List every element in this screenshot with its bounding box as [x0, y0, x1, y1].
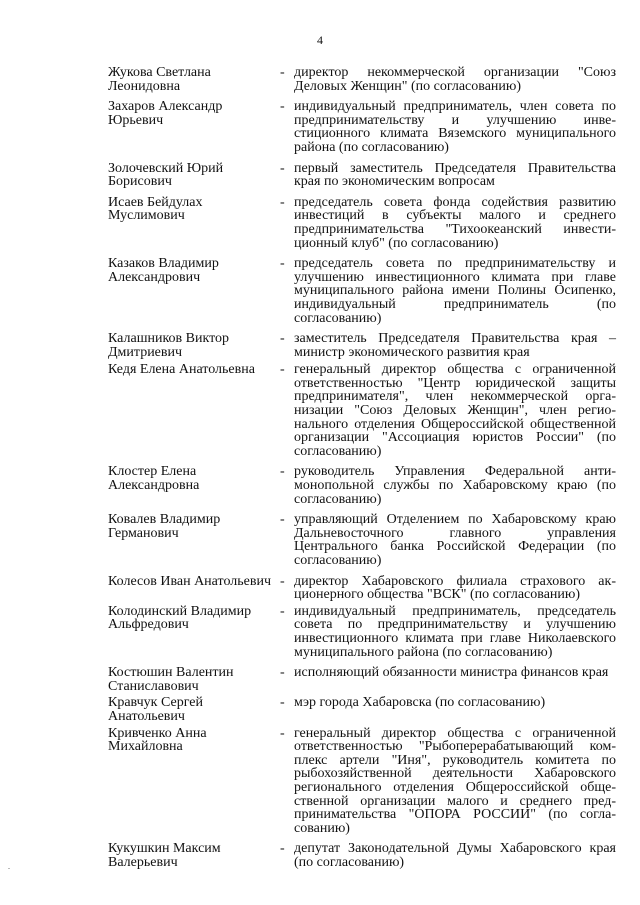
member-name: Колесов Иван Анатольевич: [108, 573, 272, 589]
page-number: 4: [317, 33, 323, 47]
list-item: [108, 513, 616, 567]
member-description: первый заместитель Председателя Правительства края по экономическим вопросам: [294, 160, 616, 190]
dash-separator: -: [280, 841, 285, 857]
member-description: генеральный директор общества с ограниченной ответственностью "Рыбоперерабатывающий комплекс артели "Иня", руководитель комитета по рыбохозяйственной деятельности Хабаровского регионального отделения Общероссийской общественной организации малого и среднего предпринимательства "ОПОРА РОССИИ" (по согласованию): [294, 725, 616, 836]
member-name: Золочевский Юрий Борисович: [108, 160, 224, 190]
member-description: директор некоммерческой организации "Союз Деловых Женщин" (по согласованию): [294, 65, 616, 94]
dash-separator: -: [280, 665, 285, 681]
member-name: Клостер Елена Александровна: [108, 464, 200, 494]
dash-separator: -: [280, 256, 285, 272]
dash-separator: -: [280, 65, 285, 80]
member-description: директор Хабаровского филиала страхового акционерного общества "ВСК" (по согласованию): [294, 573, 616, 603]
list-item: [108, 100, 616, 154]
member-description: генеральный директор общества с ограниченной ответственностью "Центр юридической защиты предпринимателя", член некоммерческой организации "Союз Деловых Женщин", член регионального отделения Общероссийской общественной организации "Ассоциация юристов России" (по согласованию): [294, 362, 616, 459]
member-description: управляющий Отделением по Хабаровскому краю Дальневосточного главного управления Центрального банка Российской Федерации (по согласованию): [294, 512, 616, 568]
list-item: [108, 666, 616, 693]
dash-separator: -: [280, 464, 285, 480]
list-item: [108, 66, 616, 93]
member-list: [108, 66, 616, 869]
member-description: председатель совета по предпринимательству и улучшению инвестиционного климата при главе муниципального района имени Полины Осипенко, индивидуальный предприниматель (по согласованию): [294, 256, 616, 326]
list-item: [108, 842, 616, 869]
dash-separator: -: [280, 194, 285, 210]
dash-separator: -: [280, 603, 285, 619]
dash-separator: -: [280, 512, 285, 528]
dash-separator: -: [280, 331, 285, 347]
list-item: [108, 332, 616, 359]
member-description: депутат Законодательной Думы Хабаровского края (по согласованию): [294, 841, 616, 870]
member-name: Кривченко Анна Михайловна: [108, 725, 207, 755]
member-name: Кукушкин Максим Валерьевич: [108, 841, 221, 870]
list-item: [108, 465, 616, 506]
member-name: Захаров Александр Юрьевич: [108, 99, 223, 128]
dash-separator: -: [280, 362, 285, 378]
list-item: [108, 257, 616, 325]
member-name: Костюшин Валентин Станиславович: [108, 665, 234, 694]
list-item: [108, 696, 616, 723]
dash-separator: -: [280, 725, 285, 741]
list-item: [108, 727, 616, 836]
dash-separator: -: [280, 695, 285, 711]
list-item: [108, 605, 616, 659]
member-name: Кедя Елена Анатольевна: [108, 362, 255, 378]
dash-separator: -: [280, 160, 285, 176]
member-description: председатель совета фонда содействия развитию инвестиций в субъекты малого и среднего предпринимательства "Тихоокеанский инвестиционный клуб" (по согласованию): [294, 194, 616, 251]
member-description: индивидуальный предприниматель, председатель совета по предпринимательству и улучшению инвестиционного климата при главе Николаевского муниципального района (по согласованию): [294, 603, 616, 660]
member-description: мэр города Хабаровска (по согласованию): [294, 695, 546, 711]
dash-separator: -: [280, 573, 285, 589]
member-description: заместитель Председателя Правительства края – министр экономического развития края: [294, 331, 616, 360]
dash-separator: -: [280, 99, 285, 115]
member-name: Кравчук Сергей Анатольевич: [108, 695, 203, 724]
list-item: [108, 575, 616, 602]
list-item: [108, 162, 616, 189]
list-item: [108, 363, 616, 458]
margin-mark: [8, 868, 10, 869]
list-item: [108, 196, 616, 250]
member-name: Жукова Светлана Леонидовна: [108, 65, 211, 94]
member-name: Казаков Владимир Александрович: [108, 256, 219, 285]
member-name: Калашников Виктор Дмитриевич: [108, 331, 230, 360]
member-name: Колодинский Владимир Альфредович: [108, 603, 252, 633]
member-name: Ковалев Владимир Германович: [108, 512, 221, 541]
member-description: руководитель Управления Федеральной антимонопольной службы по Хабаровскому краю (по согласованию): [294, 464, 616, 507]
member-description: исполняющий обязанности министра финансов края: [294, 665, 609, 681]
member-description: индивидуальный предприниматель, член совета по предпринимательству и улучшению инвестиционного климата Вяземского муниципального района (по согласованию): [294, 99, 616, 155]
member-name: Исаев Бейдулах Муслимович: [108, 194, 203, 224]
